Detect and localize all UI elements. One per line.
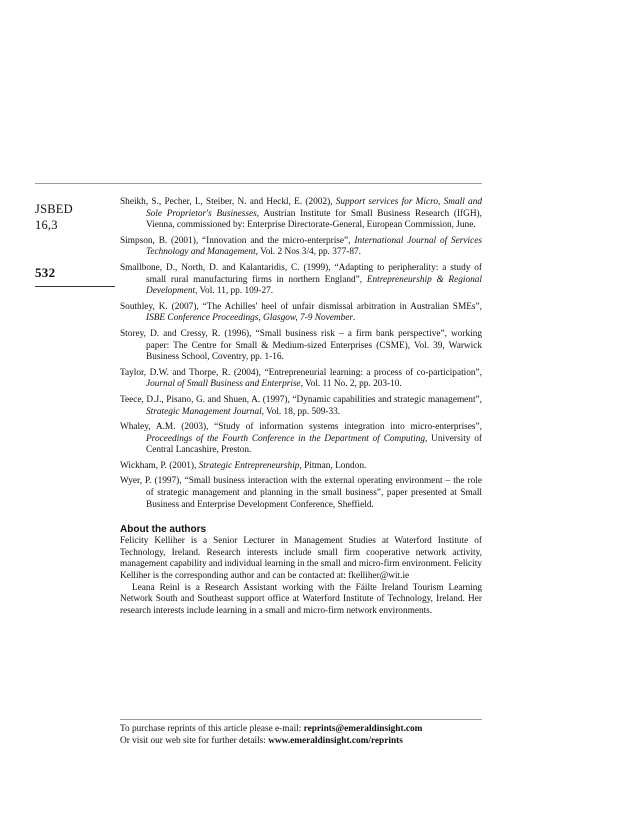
reference-details: , University of Central Lancashire, Preston. [146, 433, 482, 456]
reference-title: Strategic Management Journal [146, 406, 262, 417]
reference-text: Taylor, D.W. and Thorpe, R. (2004), “Entrepreneurial learning: a process of co-participation”, [120, 367, 482, 378]
footer-line-web [120, 736, 482, 748]
sidebar-rule [35, 286, 115, 287]
footer-email-text: To purchase reprints of this article please e-mail: [120, 724, 304, 734]
reference-list [120, 197, 482, 511]
journal-name: JSBED [35, 202, 73, 216]
reference-text: Wyer, P. (1997), “Small business interaction with the external operating environment – the role of strategic management and planning in the small business”, paper presented at Small Business and Enterprise Development Conference, Sheffield. [120, 476, 482, 510]
reference-title: Entrepreneurship & Regional Development [146, 274, 482, 297]
reference-title: Strategic Entrepreneurship [198, 460, 300, 471]
reference-entry [120, 197, 482, 232]
reprints-web-link[interactable]: www.emeraldinsight.com/reprints [268, 735, 403, 746]
reference-entry [120, 422, 482, 457]
reference-details: , Vol. 11 No. 2, pp. 203-10. [300, 379, 402, 390]
footer-web-text: Or visit our web site for further details: [120, 735, 269, 746]
reference-text: Wickham, P. (2001), [120, 460, 199, 471]
reference-text: Southley, K. (2007), “The Achilles' heel of unfair dismissal arbitration in Australian SMEs”, [120, 301, 482, 312]
reference-details: , Austrian Institute for Small Business Research (IfGH), Vienna, commissioned by: Enterprise Directorate-General, European Commission, June. [146, 208, 482, 231]
reference-details: , Vol. 18, pp. 509-33. [261, 406, 341, 417]
about-paragraph-1: Felicity Kelliher is a Senior Lecturer in Management Studies at Waterford Institute of Technology, Ireland. Research interests include small firm cooperative network activity, management capability and individual learning in the small and micro-firm environment. Felicity Kelliher is the corresponding author and can be contacted at: fkelliher@wit.ie [120, 536, 482, 582]
reference-details: , Vol. 11, pp. 109-27. [195, 286, 274, 297]
footer [120, 724, 482, 747]
footer-line-email [120, 724, 482, 736]
reference-entry [120, 263, 482, 298]
reference-text: Teece, D.J., Pisano, G. and Shuen, A. (1997), “Dynamic capabilities and strategic management”, [120, 394, 482, 405]
reference-entry [120, 476, 482, 511]
journal-volume: 16,3 [35, 218, 58, 232]
reference-entry [120, 302, 482, 325]
reference-details: , Vol. 2 Nos 3/4, pp. 377-87. [255, 247, 361, 258]
about-authors-heading: About the authors [120, 524, 207, 536]
reference-entry [120, 461, 482, 473]
footer-rule [120, 719, 482, 720]
reference-details: , Pitman, London. [299, 460, 367, 471]
sidebar [35, 201, 115, 233]
reference-title: ISBE Conference Proceedings, Glasgow, 7-9 November [146, 313, 353, 324]
reference-text: Whaley, A.M. (2003), “Study of information systems integration into micro-enterprises”, [120, 422, 482, 433]
reference-title: Support services for Micro, Small and Sole Proprietor's Businesses [146, 197, 482, 219]
page-number: 532 [35, 265, 56, 280]
reference-text: Sheikh, S., Pecher, I., Steiber, N. and Heckl, E. (2002), [120, 197, 336, 207]
reference-entry [120, 368, 482, 391]
main-content [120, 197, 482, 617]
about-paragraph-2: Leana Reinl is a Research Assistant working with the Fáilte Ireland Tourism Learning Network South and Southeast support office at Waterford Institute of Technology, Ireland. Her research interests include learning in a small and micro-firm network environments. [120, 582, 482, 616]
reference-entry [120, 236, 482, 259]
reference-entry [120, 395, 482, 418]
reference-title: Journal of Small Business and Enterprise [146, 379, 301, 390]
reference-title: International Journal of Services Technology and Management [146, 235, 482, 258]
reference-details: . [352, 313, 356, 324]
reference-text: Simpson, B. (2001), “Innovation and the micro-enterprise”, [120, 235, 355, 246]
top-rule [35, 183, 482, 184]
reference-text: Storey, D. and Cressy, R. (1996), “Small business risk – a firm bank perspective”, working paper: The Centre for Small & Medium-sized Enterprises (CSME), Vol. 39, Warwick Business School, Coventry, pp. 1-16. [120, 328, 482, 363]
reference-title: Proceedings of the Fourth Conference in the Department of Computing [146, 433, 426, 444]
reference-text: Smallbone, D., North, D. and Kalantaridis, C. (1999), “Adapting to peripherality: a study of small rural manufacturing firms in northern England”, [120, 262, 482, 285]
reprints-email-link[interactable]: reprints@emeraldinsight.com [303, 724, 423, 734]
reference-entry [120, 329, 482, 364]
